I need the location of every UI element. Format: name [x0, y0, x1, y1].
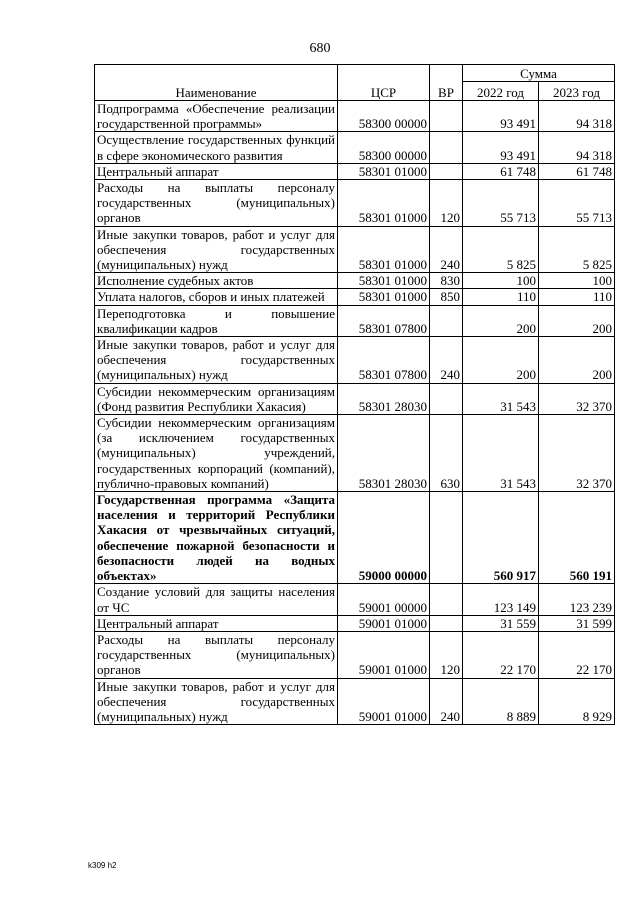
table-row	[95, 383, 615, 414]
row-name: Государственная программа «Защита населения и территорий Республики Хакасия от чрезвычайных ситуаций, обеспечение пожарной безопасности и безопасности людей на водных объектах»	[95, 492, 338, 584]
row-sum-2023: 100	[539, 273, 615, 289]
row-sum-2023: 61 748	[539, 163, 615, 179]
row-csr: 58301 07800	[338, 337, 430, 384]
row-csr: 59001 01000	[338, 631, 430, 678]
table-row	[95, 615, 615, 631]
table-row	[95, 492, 615, 584]
row-sum-2023: 94 318	[539, 101, 615, 132]
row-sum-2023: 94 318	[539, 132, 615, 163]
table-row	[95, 678, 615, 725]
row-csr: 58301 01000	[338, 289, 430, 305]
row-sum-2023: 32 370	[539, 383, 615, 414]
table-row	[95, 584, 615, 615]
row-sum-2022: 31 543	[463, 383, 539, 414]
table-row	[95, 180, 615, 227]
row-name: Переподготовка и повышение квалификации кадров	[95, 305, 338, 336]
header-year-2023: 2023 год	[539, 82, 615, 101]
row-vr: 240	[430, 678, 463, 725]
row-csr: 58301 28030	[338, 415, 430, 492]
row-csr: 58301 01000	[338, 163, 430, 179]
header-sum: Сумма	[463, 65, 615, 82]
row-sum-2022: 8 889	[463, 678, 539, 725]
row-name: Осуществление государственных функций в сфере экономического развития	[95, 132, 338, 163]
row-csr: 59001 01000	[338, 615, 430, 631]
header-year-2022: 2022 год	[463, 82, 539, 101]
table-row	[95, 273, 615, 289]
row-name: Иные закупки товаров, работ и услуг для обеспечения государственных (муниципальных) нужд	[95, 226, 338, 273]
row-name: Создание условий для защиты населения от ЧС	[95, 584, 338, 615]
row-sum-2022: 22 170	[463, 631, 539, 678]
row-sum-2022: 100	[463, 273, 539, 289]
row-vr: 240	[430, 337, 463, 384]
row-sum-2023: 8 929	[539, 678, 615, 725]
table-body	[95, 101, 615, 725]
row-sum-2022: 93 491	[463, 132, 539, 163]
row-name: Центральный аппарат	[95, 163, 338, 179]
row-name: Субсидии некоммерческим организациям (за исключением государственных (муниципальных) учреждений, государственных корпораций (компаний), публично-правовых компаний)	[95, 415, 338, 492]
table-row	[95, 337, 615, 384]
row-csr: 58300 00000	[338, 132, 430, 163]
row-name: Исполнение судебных актов	[95, 273, 338, 289]
row-sum-2022: 31 543	[463, 415, 539, 492]
row-vr	[430, 615, 463, 631]
row-csr: 58301 28030	[338, 383, 430, 414]
row-csr: 59001 01000	[338, 678, 430, 725]
row-vr: 120	[430, 631, 463, 678]
row-csr: 58300 00000	[338, 101, 430, 132]
row-vr: 850	[430, 289, 463, 305]
header-csr: ЦСР	[338, 65, 430, 101]
page-number: 680	[309, 41, 331, 56]
header-vr: ВР	[430, 65, 463, 101]
budget-table	[94, 64, 615, 725]
row-csr: 58301 01000	[338, 180, 430, 227]
row-name: Расходы на выплаты персоналу государственных (муниципальных) органов	[95, 631, 338, 678]
table-row	[95, 305, 615, 336]
row-name: Иные закупки товаров, работ и услуг для обеспечения государственных (муниципальных) нужд	[95, 678, 338, 725]
row-vr	[430, 163, 463, 179]
row-sum-2022: 5 825	[463, 226, 539, 273]
row-sum-2022: 200	[463, 337, 539, 384]
table-row	[95, 415, 615, 492]
row-vr	[430, 101, 463, 132]
table-row	[95, 132, 615, 163]
row-sum-2022: 560 917	[463, 492, 539, 584]
table-row	[95, 631, 615, 678]
row-name: Центральный аппарат	[95, 615, 338, 631]
row-sum-2022: 200	[463, 305, 539, 336]
row-vr: 120	[430, 180, 463, 227]
row-vr	[430, 584, 463, 615]
table-row	[95, 163, 615, 179]
row-csr: 58301 07800	[338, 305, 430, 336]
row-csr: 58301 01000	[338, 273, 430, 289]
row-sum-2022: 110	[463, 289, 539, 305]
row-vr	[430, 492, 463, 584]
row-sum-2023: 32 370	[539, 415, 615, 492]
row-vr: 830	[430, 273, 463, 289]
row-sum-2022: 123 149	[463, 584, 539, 615]
table-row	[95, 101, 615, 132]
row-sum-2023: 31 599	[539, 615, 615, 631]
row-sum-2023: 560 191	[539, 492, 615, 584]
footer-code: k309 h2	[88, 861, 117, 870]
header-name: Наименование	[95, 65, 338, 101]
row-vr	[430, 132, 463, 163]
row-sum-2022: 93 491	[463, 101, 539, 132]
row-sum-2022: 31 559	[463, 615, 539, 631]
row-vr: 630	[430, 415, 463, 492]
row-sum-2022: 55 713	[463, 180, 539, 227]
row-sum-2022: 61 748	[463, 163, 539, 179]
row-name: Иные закупки товаров, работ и услуг для обеспечения государственных (муниципальных) нужд	[95, 337, 338, 384]
row-sum-2023: 110	[539, 289, 615, 305]
row-vr: 240	[430, 226, 463, 273]
row-sum-2023: 200	[539, 305, 615, 336]
row-csr: 59001 00000	[338, 584, 430, 615]
table-row	[95, 289, 615, 305]
row-vr	[430, 383, 463, 414]
row-name: Расходы на выплаты персоналу государственных (муниципальных) органов	[95, 180, 338, 227]
row-name: Уплата налогов, сборов и иных платежей	[95, 289, 338, 305]
row-sum-2023: 55 713	[539, 180, 615, 227]
row-sum-2023: 5 825	[539, 226, 615, 273]
row-csr: 59000 00000	[338, 492, 430, 584]
row-sum-2023: 123 239	[539, 584, 615, 615]
row-sum-2023: 22 170	[539, 631, 615, 678]
row-vr	[430, 305, 463, 336]
row-sum-2023: 200	[539, 337, 615, 384]
table-row	[95, 226, 615, 273]
row-name: Субсидии некоммерческим организациям (Фонд развития Республики Хакасия)	[95, 383, 338, 414]
row-csr: 58301 01000	[338, 226, 430, 273]
row-name: Подпрограмма «Обеспечение реализации государственной программы»	[95, 101, 338, 132]
